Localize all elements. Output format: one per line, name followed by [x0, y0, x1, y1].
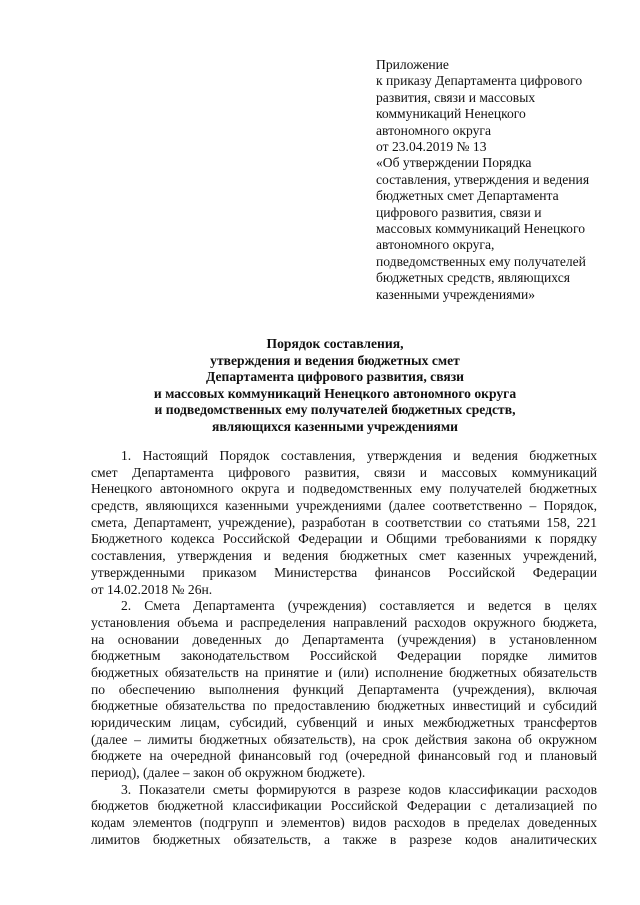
paragraph-1: [91, 448, 597, 598]
appendix-line: Приложение: [376, 57, 449, 72]
body-line: кодам элементов (подгрупп и элементов) видов расходов в пределах доведенных: [91, 815, 597, 831]
appendix-line: массовых коммуникаций Ненецкого: [376, 221, 585, 237]
body-line: составления, утверждения и ведения бюджетных смет казенных учреждений,: [91, 548, 597, 564]
appendix-line: составления, утверждения и ведения: [376, 171, 590, 187]
body-line: от 14.02.2018 № 26н.: [91, 581, 213, 597]
body-line: бюджетным законодательством Российской Федерации порядке лимитов: [91, 648, 597, 664]
title-line: являющихся казенными учреждениями: [211, 418, 458, 434]
body-line: лимитов бюджетных обязательств, а также в разрезе кодов аналитических: [91, 831, 597, 847]
appendix-line: от 23.04.2019 № 13: [376, 139, 487, 155]
appendix-line: развития, связи и массовых: [376, 89, 536, 105]
document-title: [90, 336, 580, 436]
body-line: по обеспечению выполнения функций Департамента (учреждения), включая: [91, 681, 597, 697]
appendix-line: подведомственных ему получателей: [376, 253, 586, 269]
title-line: утверждения и ведения бюджетных смет: [210, 352, 460, 368]
appendix-header: [376, 57, 626, 303]
body-line: смет Департамента цифрового развития, связи и массовых коммуникаций: [91, 464, 597, 480]
body-line: период), (далее – закон об окружном бюджете).: [91, 765, 366, 781]
body-line: бюджетов бюджетной классификации Российской Федерации с детализацией по: [91, 798, 597, 814]
body-line: на основании доведенных до Департамента (учреждения) в установленном: [91, 631, 597, 647]
appendix-line: казенными учреждениями»: [376, 286, 536, 302]
body-line: смета, Департамент, учреждение), разработан в соответствии со статьями 158, 221: [91, 514, 597, 530]
body-line: бюджете на очередной финансовый год (очередной финансовый год и плановый: [91, 748, 597, 764]
appendix-line: к приказу Департамента цифрового: [376, 73, 583, 89]
appendix-line: «Об утверждении Порядка: [376, 155, 532, 171]
body-line: (далее – лимиты бюджетных обязательств), на срок действия закона об окружном: [91, 731, 597, 747]
appendix-line: коммуникаций Ненецкого: [376, 106, 526, 122]
appendix-line: цифрового развития, связи и: [376, 204, 542, 220]
title-line: Порядок составления,: [266, 336, 404, 351]
appendix-line: автономного округа,: [376, 237, 495, 253]
title-line: и массовых коммуникаций Ненецкого автономного округа: [153, 385, 517, 401]
document-body: [91, 448, 597, 849]
body-line: 3. Показатели сметы формируются в разрезе кодов классификации расходов: [121, 781, 597, 797]
appendix-line: бюджетных смет Департамента: [376, 188, 559, 204]
paragraph-3: [91, 782, 597, 849]
body-line: утвержденными приказом Министерства финансов Российской Федерации: [91, 564, 597, 580]
body-line: 1. Настоящий Порядок составления, утверждения и ведения бюджетных: [121, 448, 597, 463]
body-line: средств, являющихся казенными учреждениями (далее соответственно – Порядок,: [91, 498, 597, 514]
paragraph-2: [91, 598, 597, 782]
body-line: бюджетных обязательств на принятие и (или) исполнение бюджетных обязательств: [91, 664, 597, 680]
title-line: и подведомственных ему получателей бюджетных средств,: [154, 402, 516, 418]
appendix-line: автономного округа: [376, 122, 492, 138]
body-line: юридическим лицам, субсидий, субвенций и иных межбюджетных трансфертов: [91, 715, 597, 730]
appendix-line: бюджетных средств, являющихся: [376, 270, 570, 286]
body-line: 2. Смета Департамента (учреждения) составляется и ведется в целях: [121, 598, 597, 614]
body-line: Ненецкого автономного округа и подведомственных ему получателей бюджетных: [91, 481, 597, 497]
title-line: Департамента цифрового развития, связи: [205, 369, 465, 385]
body-line: Бюджетного кодекса Российской Федерации и Общими требованиями к порядку: [91, 531, 597, 547]
body-line: установления объема и распределения направлений расходов окружного бюджета,: [91, 614, 597, 630]
body-line: бюджетные обязательства по предоставлению бюджетных инвестиций и субсидий: [91, 698, 597, 714]
